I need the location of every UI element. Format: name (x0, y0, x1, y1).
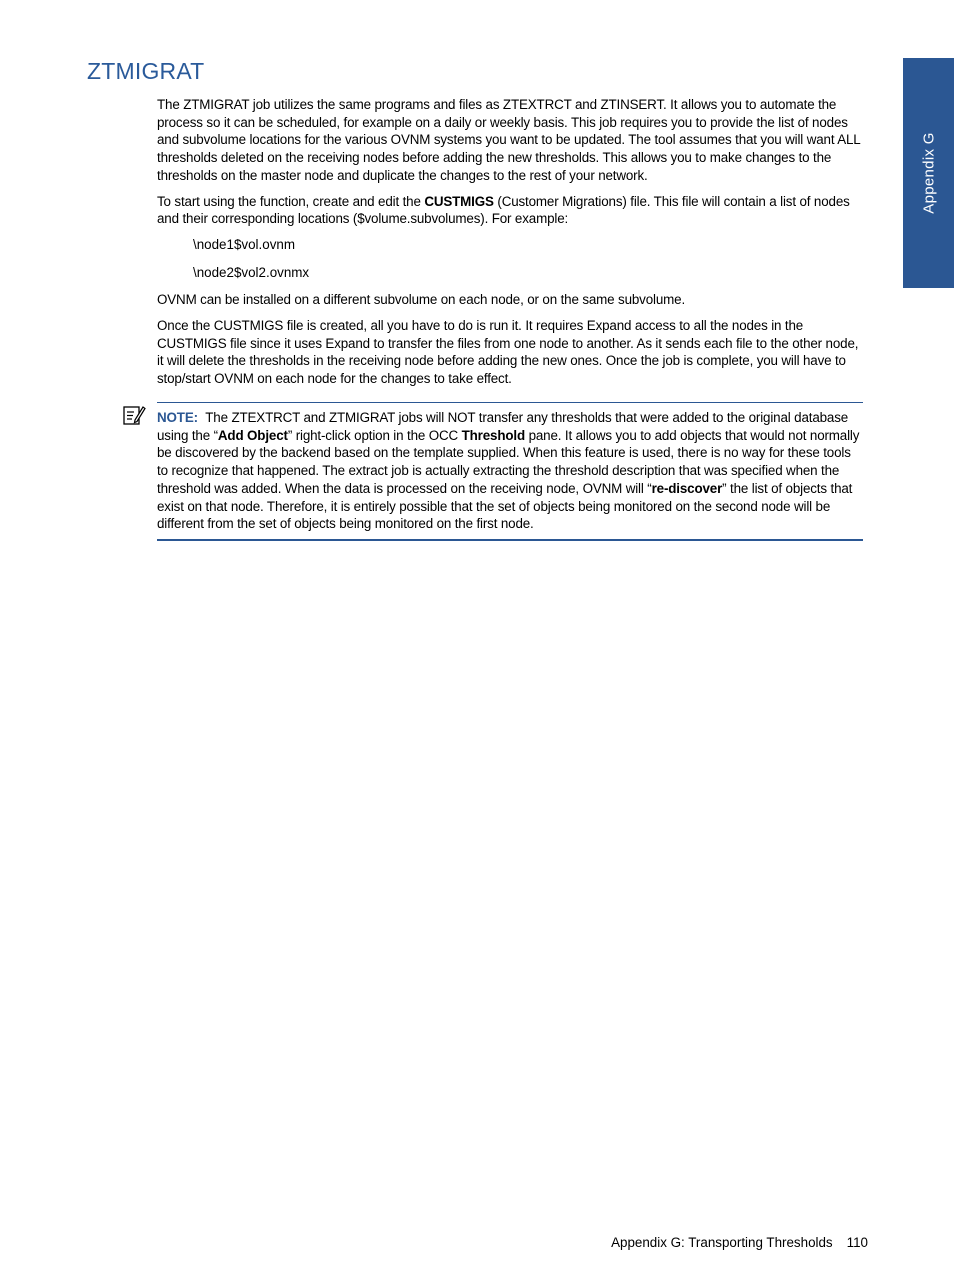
appendix-side-tab-label: Appendix G (920, 132, 937, 214)
custmigs-text-pre: To start using the function, create and edit the (157, 193, 425, 209)
run-paragraph: Once the CUSTMIGS file is created, all you have to do is run it. It requires Expand access to all the nodes in the CUSTMIGS file since it uses Expand to transfer the files from one node to another. As it sends each file to the other node, it will delete the thresholds in the receiving node before adding the new ones. Once the job is complete, you will have to stop/start OVNM on each node for the changes to take effect. (157, 318, 859, 387)
custmigs-bold: CUSTMIGS (424, 193, 494, 209)
note-icon (122, 404, 146, 426)
custmigs-text-post: (Customer Migrations) file. This file will contain a list of nodes and their corresponding locations ($volume.subvolumes). For example: (157, 193, 850, 227)
note-text-2: ” right-click option in the OCC (287, 427, 462, 443)
note-label: NOTE: (157, 410, 198, 425)
note-text-3: pane. It allows you to add objects that would not normally be discovered by the backend based on the template supplied. When this feature is used, there is no way for these tools to recognize that happened. The extract job is actually extracting the threshold description that was specified when the threshold was added. When the data is processed on the receiving node, OVNM will “ (157, 427, 860, 496)
page-title: ZTMIGRAT (87, 58, 205, 84)
page-number: 110 (846, 1235, 868, 1250)
custmigs-paragraph (157, 193, 865, 228)
code-example-1: \node1$vol.ovnm (193, 236, 295, 252)
footer-section-title: Appendix G: Transporting Thresholds (611, 1235, 833, 1250)
note-bold-threshold: Threshold (461, 427, 525, 443)
main-body (157, 96, 865, 396)
note-text-1: The ZTEXTRCT and ZTMIGRAT jobs will NOT transfer any thresholds that were added to the original database using the “ (157, 410, 849, 443)
code-example-2: \node2$vol2.ovnmx (193, 264, 310, 280)
note-bold-rediscover: re-discover (651, 480, 723, 496)
appendix-side-tab (903, 58, 954, 288)
page-footer (611, 1235, 868, 1250)
note-box (157, 402, 863, 541)
note-bold-add-object: Add Object (217, 427, 288, 443)
note-text-4: ” the list of objects that exist on that node. Therefore, it is entirely possible that the set of objects being monitored on the second node will be different from the set of objects being monitored on the first node. (157, 480, 853, 532)
subvolume-paragraph: OVNM can be installed on a different subvolume on each node, or on the same subvolume. (157, 292, 686, 308)
note-text (157, 409, 863, 533)
intro-paragraph: The ZTMIGRAT job utilizes the same programs and files as ZTEXTRCT and ZTINSERT. It allows you to automate the process so it can be scheduled, for example on a daily or weekly basis. This job requires you to provide the list of nodes and subvolume locations for the various OVNM systems you want to be updated. The tool assumes that you will want ALL thresholds deleted on the receiving nodes before adding the new thresholds. This allows you to make changes to the thresholds on the master node and duplicate the changes to the rest of your network. (157, 97, 861, 183)
